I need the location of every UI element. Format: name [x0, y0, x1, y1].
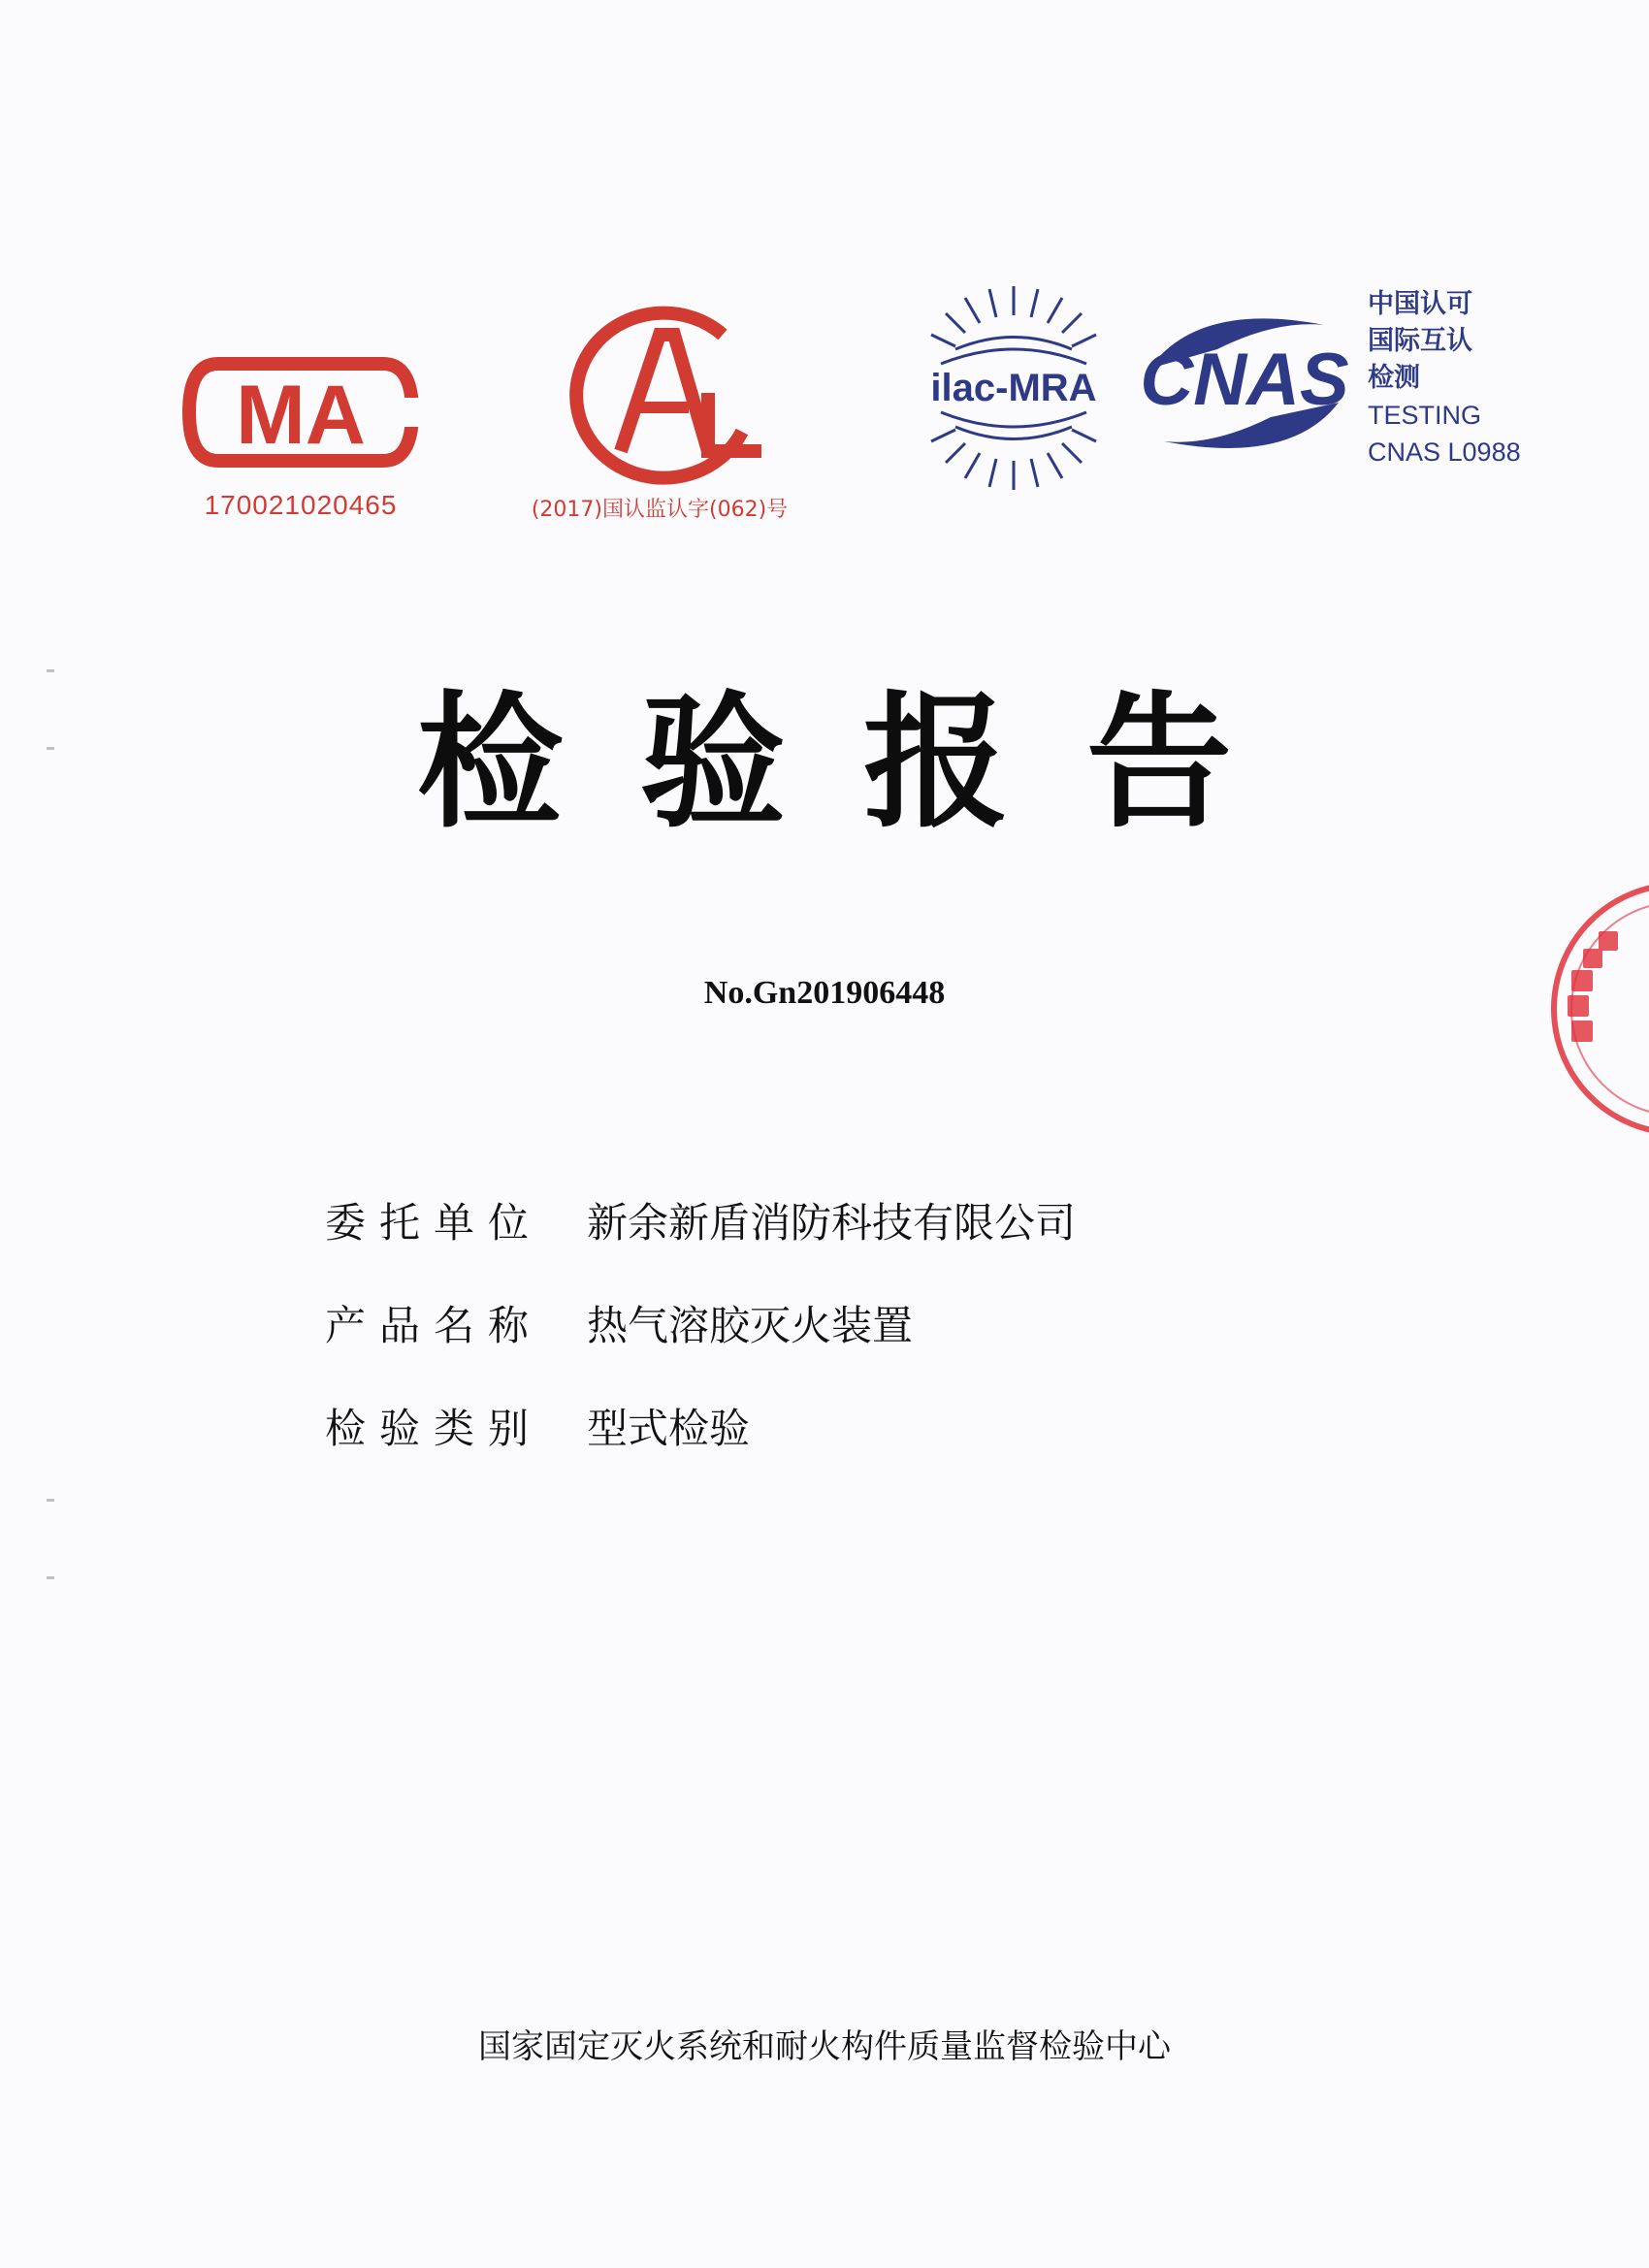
cnas-line: TESTING	[1368, 401, 1482, 430]
cma-code: 170021020465	[204, 490, 398, 520]
info-value: 热气溶胶灭火装置	[587, 1302, 914, 1349]
binding-mark	[47, 1576, 54, 1579]
cnas-line: CNAS L0988	[1368, 437, 1521, 467]
cnas-line: 检测	[1368, 363, 1420, 393]
svg-text:ilac-MRA: ilac-MRA	[930, 367, 1097, 409]
info-row-client	[325, 1191, 1076, 1294]
ilac-mra-logo	[902, 276, 1125, 500]
info-row-product	[325, 1294, 1076, 1397]
cnas-logo	[1130, 296, 1358, 470]
info-row-category	[325, 1397, 1076, 1500]
info-label: 产品名称	[325, 1302, 543, 1349]
info-label: 检验类别	[325, 1405, 543, 1452]
binding-mark	[47, 747, 54, 750]
svg-text:MA: MA	[236, 369, 366, 462]
binding-mark	[47, 1499, 54, 1502]
official-seal	[1542, 873, 1649, 1145]
info-label: 委托单位	[325, 1199, 543, 1247]
info-block	[325, 1191, 1076, 1500]
cma-logo	[179, 335, 422, 490]
issuing-organization: 国家固定灭火系统和耐火构件质量监督检验中心	[478, 2027, 1171, 2066]
cnas-line: 国际互认	[1368, 326, 1472, 356]
info-value: 新余新盾消防科技有限公司	[587, 1199, 1077, 1247]
cnas-line: 中国认可	[1368, 289, 1472, 319]
report-number: No.Gn201906448	[703, 975, 946, 1011]
cal-logo	[553, 296, 776, 490]
cnas-text-block	[1368, 286, 1562, 470]
info-value: 型式检验	[587, 1405, 751, 1452]
page-title: 检验报告	[416, 679, 1310, 848]
svg-text:CNAS: CNAS	[1140, 339, 1349, 421]
binding-mark	[47, 669, 54, 672]
cal-code: (2017)国认监认字(062)号	[531, 498, 789, 522]
